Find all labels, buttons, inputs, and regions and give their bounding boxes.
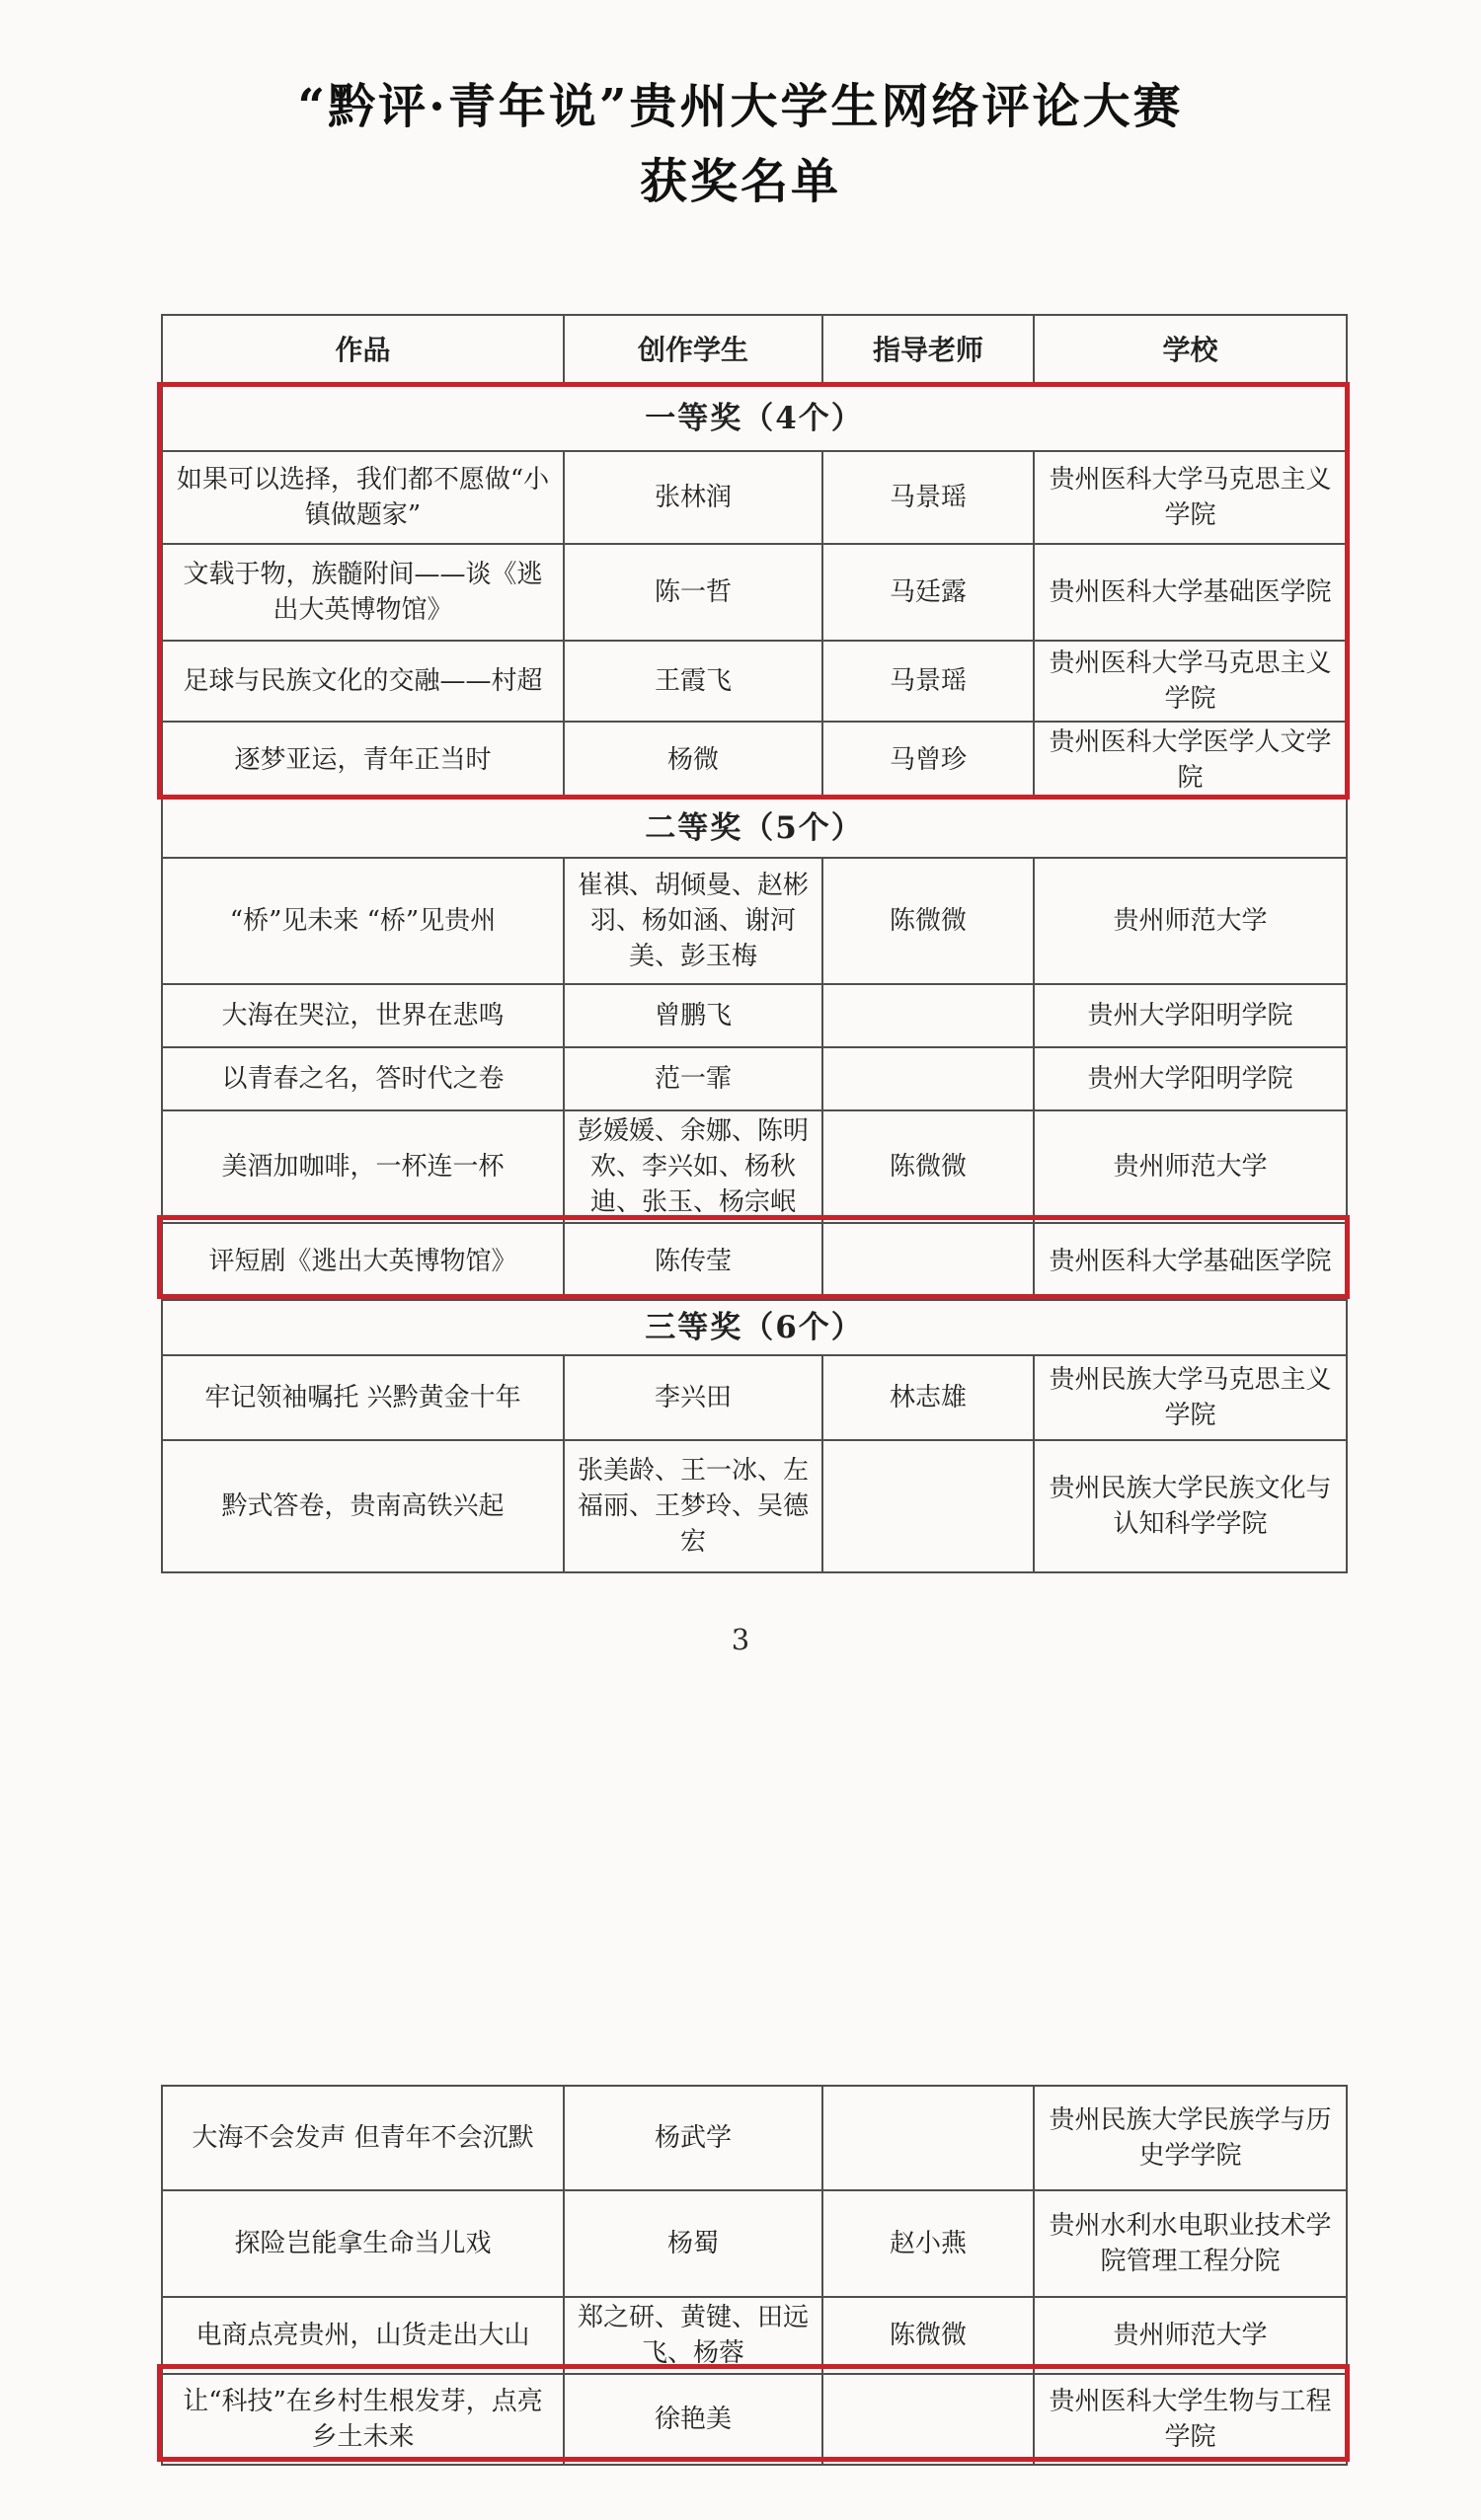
table-row — [162, 722, 1347, 799]
students-cell: 徐艳美 — [564, 2374, 822, 2465]
school-cell: 贵州民族大学民族学与历史学学院 — [1034, 2086, 1347, 2190]
table-row — [162, 984, 1347, 1047]
work-cell: 大海在哭泣，世界在悲鸣 — [162, 984, 564, 1047]
work-cell: 让“科技”在乡村生根发芽，点亮乡土未来 — [162, 2374, 564, 2465]
table-row — [162, 858, 1347, 984]
work-cell: 探险岂能拿生命当儿戏 — [162, 2190, 564, 2297]
students-cell: 范一霏 — [564, 1047, 822, 1110]
table-row — [162, 1355, 1347, 1440]
school-cell: 贵州师范大学 — [1034, 2297, 1347, 2374]
teacher-cell: 马曾珍 — [822, 722, 1034, 799]
column-header-students: 创作学生 — [564, 315, 822, 386]
students-cell: 曾鹏飞 — [564, 984, 822, 1047]
third-prize-band — [162, 1300, 1347, 1355]
teacher-cell: 马廷露 — [822, 544, 1034, 641]
table-row — [162, 2297, 1347, 2374]
first-prize-band — [162, 386, 1347, 451]
document-title — [0, 69, 1481, 219]
teacher-cell: 赵小燕 — [822, 2190, 1034, 2297]
work-cell: 黔式答卷，贵南高铁兴起 — [162, 1440, 564, 1572]
students-cell: 崔祺、胡倾曼、赵彬羽、杨如涵、谢河美、彭玉梅 — [564, 858, 822, 984]
table-row — [162, 2374, 1347, 2465]
teacher-cell — [822, 1047, 1034, 1110]
teacher-cell — [822, 2374, 1034, 2465]
table-row — [162, 2190, 1347, 2297]
teacher-cell: 陈微微 — [822, 1110, 1034, 1223]
table-row — [162, 1223, 1347, 1300]
table-row — [162, 641, 1347, 722]
table-row — [162, 1047, 1347, 1110]
school-cell: 贵州大学阳明学院 — [1034, 984, 1347, 1047]
school-cell: 贵州师范大学 — [1034, 858, 1347, 984]
title-line-2: 获奖名单 — [639, 154, 841, 209]
title-line-1: “黔评·青年说”贵州大学生网络评论大赛 — [297, 79, 1184, 134]
table-row — [162, 2086, 1347, 2190]
students-cell: 彭媛媛、余娜、陈明欢、李兴如、杨秋迪、张玉、杨宗岷 — [564, 1110, 822, 1223]
students-cell: 陈一哲 — [564, 544, 822, 641]
work-cell: 文载于物，族髓附间——谈《逃出大英博物馆》 — [162, 544, 564, 641]
teacher-cell — [822, 1223, 1034, 1300]
page-number: 3 — [731, 1623, 750, 1656]
work-cell: 足球与民族文化的交融——村超 — [162, 641, 564, 722]
school-cell: 贵州医科大学马克思主义学院 — [1034, 641, 1347, 722]
awards-table-continued — [161, 2085, 1348, 2466]
teacher-cell — [822, 984, 1034, 1047]
school-cell: 贵州医科大学基础医学院 — [1034, 1223, 1347, 1300]
table-row — [162, 1440, 1347, 1572]
students-cell: 张林润 — [564, 451, 822, 544]
work-cell: 牢记领袖嘱托 兴黔黄金十年 — [162, 1355, 564, 1440]
second-prize-band — [162, 799, 1347, 858]
students-cell: 杨武学 — [564, 2086, 822, 2190]
work-cell: 逐梦亚运，青年正当时 — [162, 722, 564, 799]
students-cell: 杨微 — [564, 722, 822, 799]
school-cell: 贵州民族大学民族文化与认知科学学院 — [1034, 1440, 1347, 1572]
school-cell: 贵州民族大学马克思主义学院 — [1034, 1355, 1347, 1440]
students-cell: 陈传莹 — [564, 1223, 822, 1300]
column-header-work: 作品 — [162, 315, 564, 386]
table-row — [162, 451, 1347, 544]
work-cell: 大海不会发声 但青年不会沉默 — [162, 2086, 564, 2190]
table-row — [162, 1110, 1347, 1223]
school-cell: 贵州医科大学马克思主义学院 — [1034, 451, 1347, 544]
students-cell: 杨蜀 — [564, 2190, 822, 2297]
work-cell: 以青春之名，答时代之卷 — [162, 1047, 564, 1110]
third-prize-band-label: 三等奖（6个） — [162, 1300, 1347, 1355]
teacher-cell: 马景瑶 — [822, 451, 1034, 544]
table-header-row — [162, 315, 1347, 386]
school-cell: 贵州医科大学生物与工程学院 — [1034, 2374, 1347, 2465]
school-cell: 贵州大学阳明学院 — [1034, 1047, 1347, 1110]
students-cell: 张美龄、王一冰、左福丽、王梦玲、吴德宏 — [564, 1440, 822, 1572]
table-row — [162, 544, 1347, 641]
teacher-cell: 陈微微 — [822, 2297, 1034, 2374]
column-header-school: 学校 — [1034, 315, 1347, 386]
teacher-cell: 马景瑶 — [822, 641, 1034, 722]
work-cell: 美酒加咖啡，一杯连一杯 — [162, 1110, 564, 1223]
school-cell: 贵州医科大学基础医学院 — [1034, 544, 1347, 641]
school-cell: 贵州师范大学 — [1034, 1110, 1347, 1223]
students-cell: 李兴田 — [564, 1355, 822, 1440]
school-cell: 贵州水利水电职业技术学院管理工程分院 — [1034, 2190, 1347, 2297]
work-cell: 如果可以选择，我们都不愿做“小镇做题家” — [162, 451, 564, 544]
second-prize-band-label: 二等奖（5个） — [162, 799, 1347, 858]
teacher-cell — [822, 2086, 1034, 2190]
first-prize-band-label: 一等奖（4个） — [162, 386, 1347, 451]
work-cell: 电商点亮贵州，山货走出大山 — [162, 2297, 564, 2374]
teacher-cell: 陈微微 — [822, 858, 1034, 984]
column-header-teacher: 指导老师 — [822, 315, 1034, 386]
teacher-cell — [822, 1440, 1034, 1572]
awards-table — [161, 314, 1348, 1573]
work-cell: “桥”见未来 “桥”见贵州 — [162, 858, 564, 984]
work-cell: 评短剧《逃出大英博物馆》 — [162, 1223, 564, 1300]
teacher-cell: 林志雄 — [822, 1355, 1034, 1440]
school-cell: 贵州医科大学医学人文学院 — [1034, 722, 1347, 799]
students-cell: 王霞飞 — [564, 641, 822, 722]
students-cell: 郑之研、黄键、田远飞、杨蓉 — [564, 2297, 822, 2374]
